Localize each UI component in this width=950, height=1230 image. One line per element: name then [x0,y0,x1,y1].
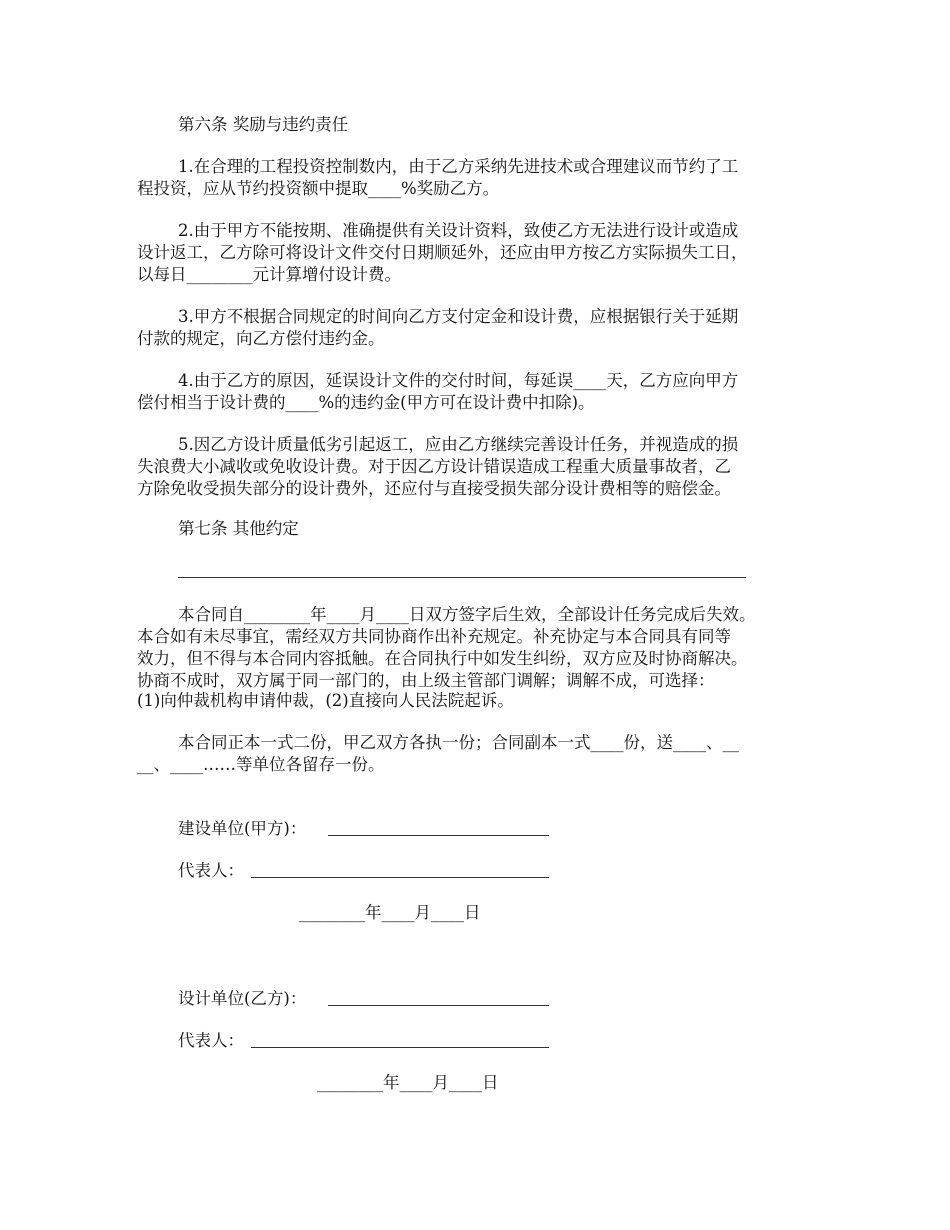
copies-line1: 本合同正本一式二份，甲乙双方各执一份；合同副本一式____份，送____、__ [178,733,739,752]
party-b-unit-signature-line [328,1005,549,1006]
validity-line3: 效力，但不得与本合同内容抵触。在合同执行中如发生纠纷，双方应及时协商解决。 [137,649,748,668]
article6-p2-line3: 以每日________元计算增付设计费。 [137,265,401,284]
party-a-rep-signature-line [251,877,549,878]
article7-heading: 第七条 其他约定 [178,519,299,538]
article6-p1-line2: 程投资，应从节约投资额中提取____%奖励乙方。 [137,179,500,198]
copies-line2: __、____……等单位各留存一份。 [137,755,385,774]
party-a-unit-label: 建设单位(甲方)： [178,819,307,838]
article6-p1-line1: 1.在合理的工程投资控制数内，由于乙方采纳先进技术或合理建议而节约了工 [178,157,739,176]
validity-line2: 本合如有未尽事宜，需经双方共同协商作出补充规定。补充协定与本合同具有同等 [137,627,731,646]
validity-line5: (1)向仲裁机构申请仲裁，(2)直接向人民法院起诉。 [137,691,514,710]
party-a-date: ________年____月____日 [299,903,481,922]
article6-p3-line1: 3.甲方不根据合同规定的时间向乙方支付定金和设计费，应根据银行关于延期 [178,307,739,326]
party-b-unit-label: 设计单位(乙方)： [178,989,307,1008]
other-terms-blank-line [178,577,746,578]
article6-p2-line1: 2.由于甲方不能按期、准确提供有关设计资料，致使乙方无法进行设计或造成 [178,221,739,240]
party-b-rep-signature-line [251,1047,549,1048]
article6-heading: 第六条 奖励与违约责任 [178,115,349,134]
party-b-rep-label: 代表人： [178,1031,244,1050]
validity-line1: 本合同自________年____月____日双方签字后生效，全部设计任务完成后失效。 [178,605,756,624]
party-a-unit-signature-line [328,835,549,836]
article6-p5-line1: 5.因乙方设计质量低劣引起返工，应由乙方继续完善设计任务，并视造成的损 [178,435,739,454]
article6-p4-line2: 偿付相当于设计费的____%的违约金(甲方可在设计费中扣除)。 [137,393,595,412]
article6-p5-line3: 方除免收受损失部分的设计费外，还应付与直接受损失部分设计费相等的赔偿金。 [137,479,731,498]
validity-line4: 协商不成时，双方属于同一部门的，由上级主管部门调解；调解不成，可选择： [137,671,715,690]
article6-p3-line2: 付款的规定，向乙方偿付违约金。 [137,329,385,348]
party-b-date: ________年____月____日 [317,1073,499,1092]
party-a-rep-label: 代表人： [178,861,244,880]
article6-p5-line2: 失浪费大小减收或免收设计费。对于因乙方设计错误造成工程重大质量事故者，乙 [137,457,731,476]
article6-p4-line1: 4.由于乙方的原因，延误设计文件的交付时间，每延误____天，乙方应向甲方 [178,371,739,390]
article6-p2-line2: 设计返工，乙方除可将设计文件交付日期顺延外，还应由甲方按乙方实际损失工日， [137,243,748,262]
